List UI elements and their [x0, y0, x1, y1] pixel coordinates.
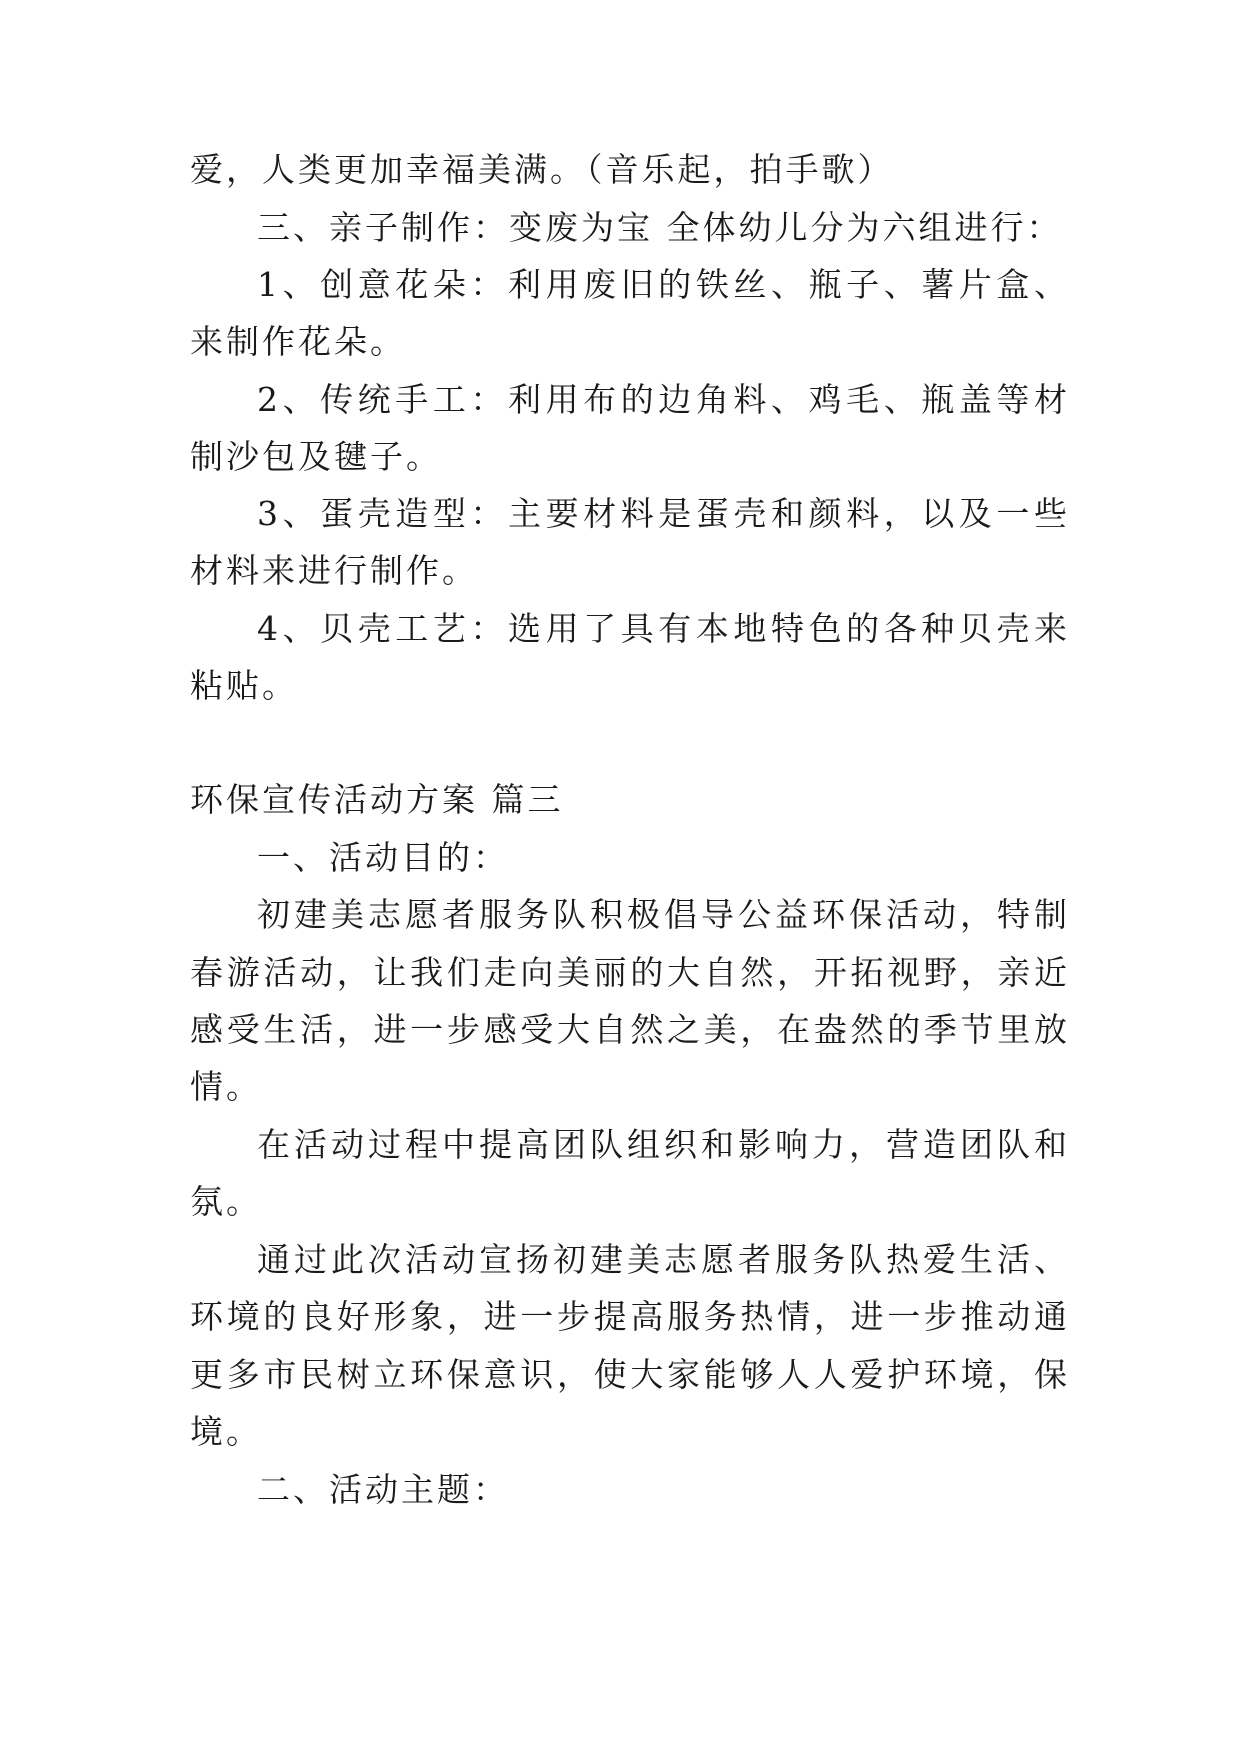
paragraph-line: 情。	[190, 1067, 262, 1106]
paragraph-line: 通过此次活动宣扬初建美志愿者服务队热爱生活、	[257, 1240, 1070, 1279]
section-heading: 一、活动目的：	[257, 838, 509, 877]
paragraph-line: 粘贴。	[190, 666, 298, 705]
paragraph-line: 4、贝壳工艺：选用了具有本地特色的各种贝壳来	[257, 609, 1070, 648]
paragraph-line: 氛。	[190, 1182, 262, 1221]
paragraph-line: 制沙包及毽子。	[190, 437, 442, 476]
paragraph-line: 2、传统手工：利用布的边角料、鸡毛、瓶盖等材	[257, 380, 1070, 419]
paragraph-line: 春游活动，让我们走向美丽的大自然，开拓视野，亲近	[190, 953, 1070, 992]
paragraph-line: 来制作花朵。	[190, 322, 406, 361]
paragraph-line: 初建美志愿者服务队积极倡导公益环保活动，特制	[257, 895, 1070, 934]
paragraph-line: 3、蛋壳造型：主要材料是蛋壳和颜料，以及一些	[257, 494, 1070, 533]
paragraph-line: 爱，人类更加幸福美满。（音乐起，拍手歌）	[190, 150, 894, 189]
section-heading: 三、亲子制作：变废为宝 全体幼儿分为六组进行：	[257, 208, 1063, 247]
paragraph-line: 1、创意花朵：利用废旧的铁丝、瓶子、薯片盒、	[257, 265, 1070, 304]
paragraph-line: 环境的良好形象，进一步提高服务热情，进一步推动通	[190, 1297, 1070, 1336]
paragraph-line: 感受生活，进一步感受大自然之美，在盎然的季节里放	[190, 1010, 1070, 1049]
paragraph-line: 在活动过程中提高团队组织和影响力，营造团队和	[257, 1125, 1070, 1164]
paragraph-line: 更多市民树立环保意识，使大家能够人人爱护环境，保	[190, 1355, 1070, 1394]
document-title: 环保宣传活动方案 篇三	[190, 780, 564, 819]
paragraph-line: 境。	[190, 1412, 262, 1451]
paragraph-line: 材料来进行制作。	[190, 551, 478, 590]
section-heading: 二、活动主题：	[257, 1470, 509, 1509]
